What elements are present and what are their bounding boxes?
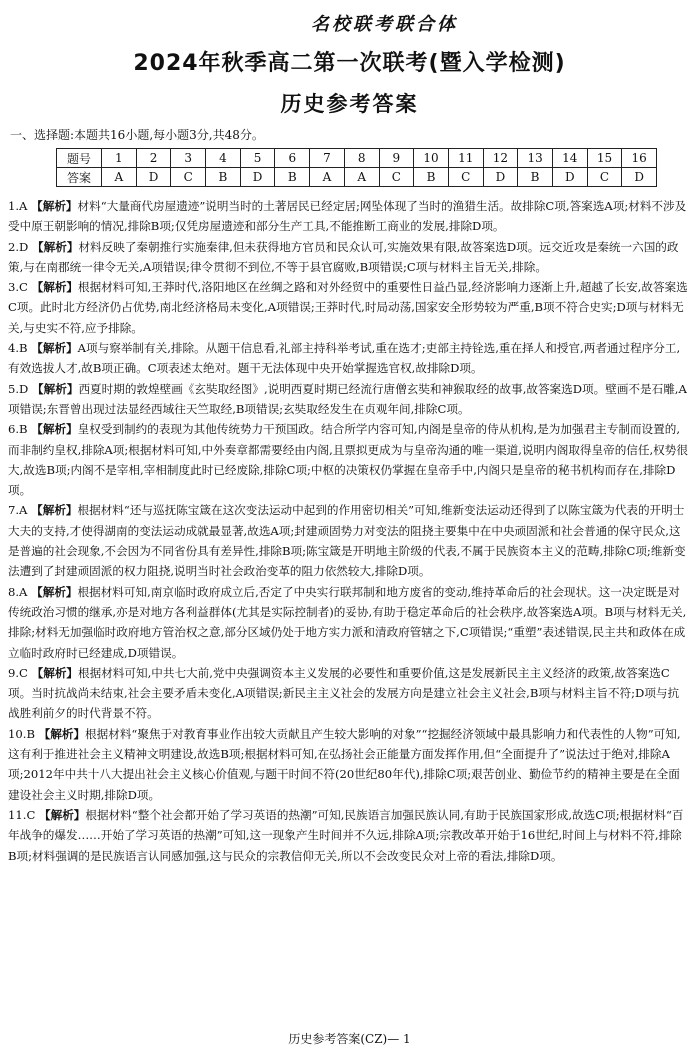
question-number: 3 [171, 149, 206, 168]
question-number: 5 [240, 149, 275, 168]
item-text: 材料“大量商代房屋遗迹”说明当时的土著居民已经定居;网坠体现了当时的渔猎生活。故排除C项,答案选A项;材料不涉及受中原王朝影响的情况,排除B项;仅凭房屋遗迹和部分生产工具,不能推断工商业的发展,排除D项。 [8, 199, 687, 234]
analysis-tag: 【解析】 [39, 807, 86, 822]
document-subtitle: 历史参考答案 [280, 92, 419, 116]
answer-cell: C [587, 168, 622, 187]
analysis-tag: 【解析】 [31, 341, 78, 356]
union-logo-text: 名校联考联合体 [311, 14, 458, 35]
explanation-item [8, 663, 688, 724]
item-text: 西夏时期的敦煌壁画《玄奘取经图》,说明西夏时期已经流行唐僧玄奘和神猴取经的故事,故答案选D项。壁画不是石雕,A项错误;东晋曾出现过法显经西域往天竺取经,B项错误;玄奘取经发生在贞观年间,排除C项。 [8, 381, 687, 416]
answer-cell: A [344, 168, 379, 187]
explanation-item [8, 338, 688, 379]
answer-cell: C [171, 168, 206, 187]
answer-cell: D [136, 168, 171, 187]
item-text: 根据材料可知,中共七大前,党中央强调资本主义发展的必要性和重要价值,这是发展新民主主义经济的政策,故答案选C项。当时抗战尚未结束,社会主要矛盾未变化,A项错误;新民主主义社会的发展方向是建立社会主义社会,B项与材料主旨不符;D项与抗战胜利前夕的时代背景不符。 [8, 665, 680, 721]
question-number: 14 [552, 149, 587, 168]
analysis-tag: 【解析】 [38, 726, 86, 741]
explanation-item [8, 805, 688, 866]
explanation-item [8, 379, 688, 420]
item-number: 7.A [8, 503, 28, 518]
item-text: 根据材料可知,王莽时代,洛阳地区在丝绸之路和对外经贸中的重要性日益凸显,经济影响力逐渐上升,超越了长安,故答案选C项。此时北方经济仍占优势,南北经济格局未变化,A项错误;王莽时代,时局动荡,国家安全形势较为严重,B项不符合史实;D项与材料无关,与史实不符,应予排除。 [8, 280, 688, 335]
question-number: 7 [310, 149, 345, 168]
item-text: 皇权受到制约的表现为其他传统势力干预国政。结合所学内容可知,内阁是皇帝的侍从机构,是为加强君主专制而设置的,而非制约皇权,排除A项;根据材料可知,中外奏章都需要经由内阁,且票拟更成为与皇帝沟通的唯一渠道,说明内阁取得皇帝的信任,权势很大,故选B项;内阁不是宰相,宰相制度此时已经废除,排除C项;中枢的决策权仍掌握在皇帝手中,内阁只是皇帝的秘书机构而存在,排除D项。 [8, 422, 688, 498]
item-number: 2.D [8, 239, 29, 254]
row-label-number: 题号 [57, 149, 102, 168]
explanation-item [8, 500, 688, 581]
explanation-item [8, 582, 688, 663]
item-text: 根据材料“聚焦于对教育事业作出较大贡献且产生较大影响的对象”“挖掘经济领域中最具影响力和代表性的人物”可知,这有利于推进社会主义精神文明建设,故选B项;根据材料可知,在弘扬社会正能量方面发挥作用,但“全面提升了”说法过于绝对,排除A项;2012年中共十八大提出社会主义核心价值观,与题干时间不符(20世纪80年代),排除C项;艰苦创业、勤俭节约的精神主要是在全面建设社会主义时期,排除D项。 [8, 726, 681, 802]
question-number: 1 [102, 149, 137, 168]
item-number: 1.A [8, 199, 28, 213]
item-text: 根据材料可知,南京临时政府成立后,否定了中央实行联邦制和地方废省的变动,维持革命后的社会现状。这一决定既是对传统政治习惯的继承,亦是对地方各利益群体(尤其是实际控制者)的妥协,有助于稳定革命后的社会秩序,故答案选A项。B项与材料无关,排除;材料无加强临时政府地方管治权之意,部分区域仍处于地方实力派和清政府管辖之下,C项错误;“重塑”表述错误,民主共和政体在成立临时政府时已经建成,D项错误。 [8, 584, 687, 660]
answer-cell: B [414, 168, 449, 187]
item-text: A项与察举制有关,排除。从题干信息看,礼部主持科举考试,重在选才;吏部主持铨选,重在择人和授官,两者通过程序分工,有效选拔人才,故B项正确。C项表述太绝对。题干无法体现中央开始掌握选官权,故排除D项。 [8, 341, 681, 376]
row-label-answer: 答案 [57, 168, 102, 187]
question-number: 13 [518, 149, 553, 168]
answer-cell: C [448, 168, 483, 187]
analysis-tag: 【解析】 [31, 584, 78, 599]
question-number: 11 [448, 149, 483, 168]
explanation-item [8, 277, 688, 338]
item-number: 11.C [8, 807, 36, 822]
explanation-item [8, 196, 688, 237]
question-number: 16 [622, 149, 657, 168]
question-number: 6 [275, 149, 310, 168]
analysis-tag: 【解析】 [31, 280, 79, 295]
question-number: 2 [136, 149, 171, 168]
exam-title: 2024年秋季高二第一次联考(暨入学检测) [133, 51, 566, 76]
answer-cell: B [275, 168, 310, 187]
answer-cell: A [102, 168, 137, 187]
question-number: 12 [483, 149, 518, 168]
answer-row [57, 168, 657, 187]
analysis-tag: 【解析】 [31, 503, 78, 518]
analysis-tag: 【解析】 [32, 381, 79, 396]
question-number: 15 [587, 149, 622, 168]
item-number: 10.B [8, 726, 35, 741]
analysis-tag: 【解析】 [31, 199, 78, 213]
item-number: 5.D [8, 381, 29, 396]
question-number: 9 [379, 149, 414, 168]
question-number: 4 [206, 149, 241, 168]
answer-cell: B [518, 168, 553, 187]
item-text: 材料反映了秦朝推行实施秦律,但未获得地方官员和民众认可,实施效果有限,故答案选D项。远交近攻是秦统一六国的政策,与在南郡统一律令无关,A项错误;律令贯彻不到位,不等于县官腐败,B项错误;C项与材料主旨无关,排除。 [8, 239, 679, 274]
analysis-tag: 【解析】 [31, 665, 79, 680]
explanation-item [8, 237, 688, 278]
answer-cell: D [483, 168, 518, 187]
answer-cell: C [379, 168, 414, 187]
item-text: 根据材料“整个社会都开始了学习英语的热潮”可知,民族语言加强民族认同,有助于民族国家形成,故选C项;根据材料“百年战争的爆发……开始了学习英语的热潮”可知,这一现象产生时间并不久远,排除A项;宗教改革开始于16世纪,时间上与材料不符,排除B项;材料强调的是民族语言认同感加强,这与民众的宗教信仰无关,所以不会改变民众对上帝的看法,排除D项。 [8, 807, 684, 863]
explanation-item [8, 419, 688, 500]
answer-table [56, 148, 657, 187]
question-number: 8 [344, 149, 379, 168]
item-number: 4.B [8, 341, 28, 356]
page-footer: 历史参考答案(CZ)— 1 [288, 1032, 411, 1046]
answer-cell: D [240, 168, 275, 187]
item-number: 8.A [8, 584, 28, 599]
explanation-item [8, 724, 688, 805]
explanation-list [8, 196, 688, 866]
question-number: 10 [414, 149, 449, 168]
section-heading: 一、选择题:本题共16小题,每小题3分,共48分。 [10, 128, 264, 142]
item-number: 6.B [8, 422, 28, 437]
item-text: 根据材料“还与巡抚陈宝箴在这次变法运动中起到的作用密切相关”可知,维新变法运动还得到了以陈宝箴为代表的开明士大夫的支持,才使得湖南的变法运动成就最显著,故选A项;封建顽固势力对变法的阻挠主要集中在中央顽固派和社会普通的保守民众,这是普遍的社会现象,不会因为不同省份具有差异性,排除B项;陈宝箴是开明地主阶级的代表,不属于民族资本主义的范畴,排除C项;维新变法遭到了封建顽固派的权力阻挠,说明当时社会政治变革的阻力依然较大,排除D项。 [8, 503, 686, 579]
answer-cell: A [310, 168, 345, 187]
analysis-tag: 【解析】 [32, 239, 79, 254]
answer-cell: B [206, 168, 241, 187]
answer-cell: D [622, 168, 657, 187]
answer-cell: D [552, 168, 587, 187]
question-number-row [57, 149, 657, 168]
item-number: 9.C [8, 665, 28, 680]
analysis-tag: 【解析】 [31, 422, 78, 437]
item-number: 3.C [8, 280, 28, 295]
